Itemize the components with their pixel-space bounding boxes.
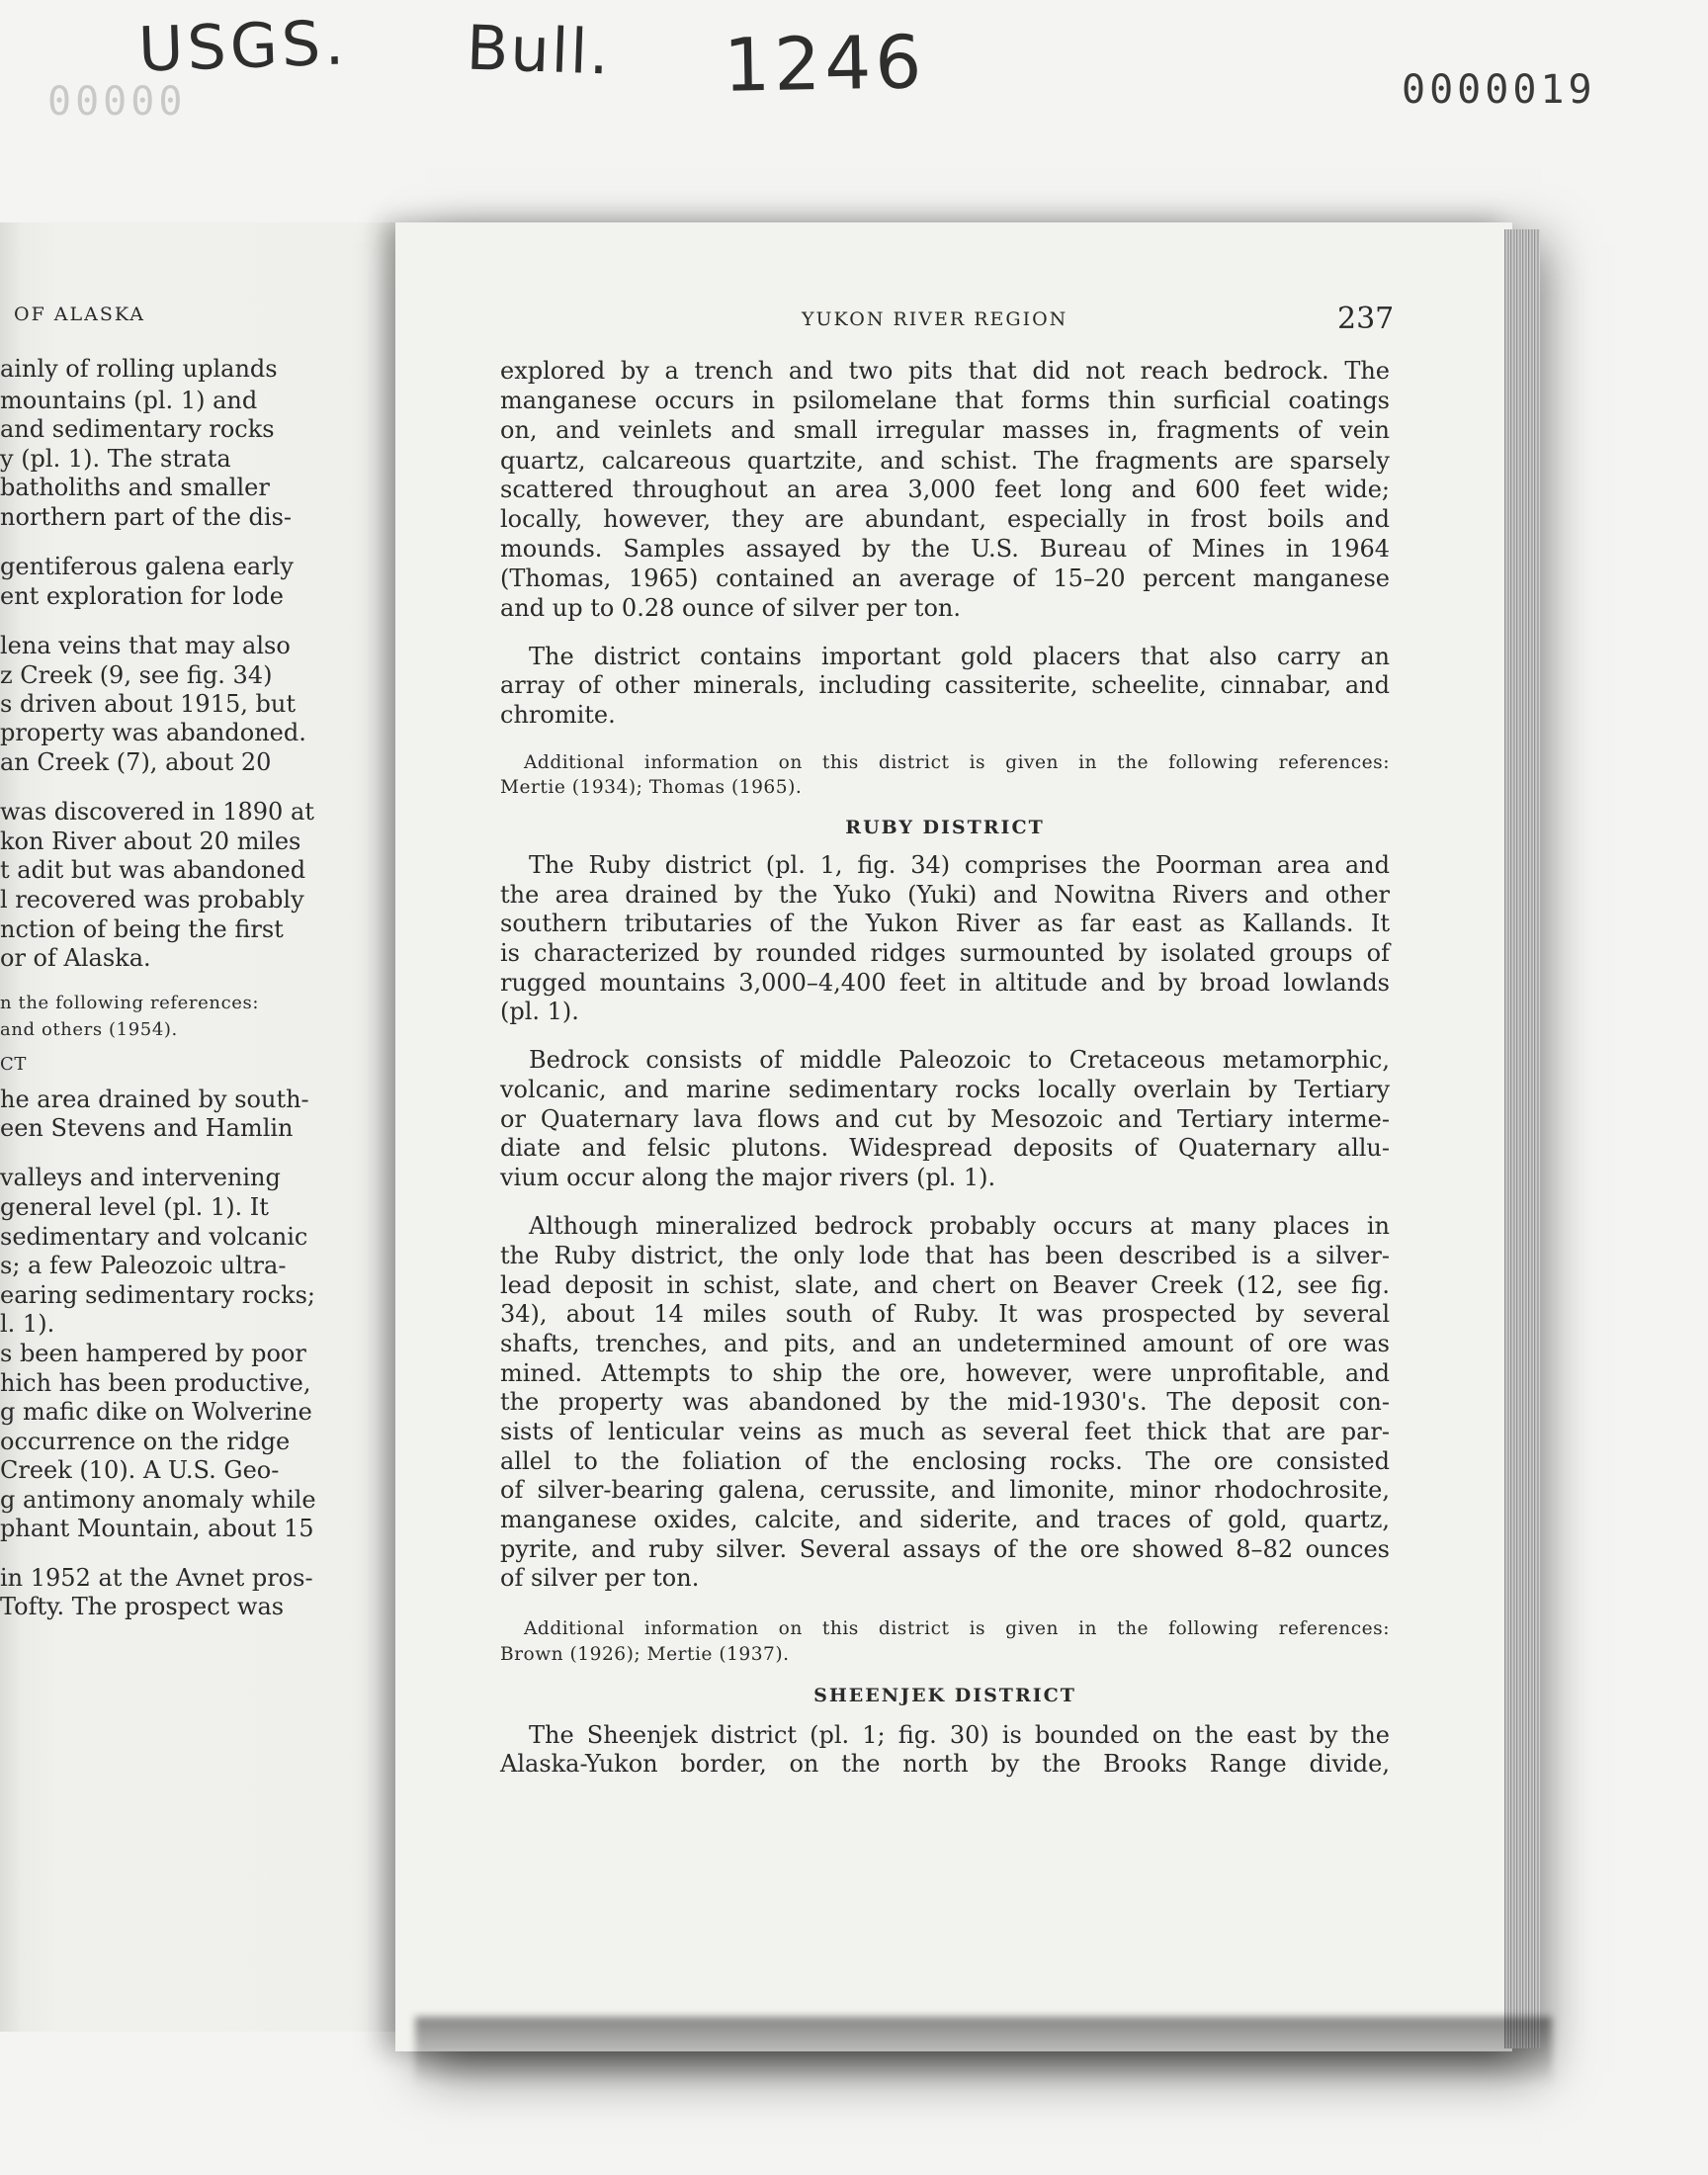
body-text-line: Bedrock consists of middle Paleozoic to Cretaceous metamorphic, [529, 1046, 1390, 1074]
body-text-line: the property was abandoned by the mid-1930's. The deposit con- [500, 1388, 1390, 1416]
body-text-line: the area drained by the Yuko (Yuki) and Nowitna Rivers and other [500, 881, 1390, 909]
left-text-line: t adit but was abandoned [0, 856, 306, 884]
body-text-line: scattered throughout an area 3,000 feet long and 600 feet wide; [500, 476, 1390, 503]
reference-line: Additional information on this district is given in the following references: [524, 1618, 1390, 1639]
left-text-line: l. 1). [0, 1310, 55, 1338]
left-page [0, 222, 425, 2032]
body-text-line: lead deposit in schist, slate, and chert on Beaver Creek (12, see fig. [500, 1271, 1390, 1299]
left-text-line: phant Mountain, about 15 [0, 1515, 314, 1542]
left-text-line: an Creek (7), about 20 [0, 748, 272, 776]
handwritten-usgs: USGS. [136, 6, 350, 86]
body-text-line: of silver per ton. [500, 1564, 700, 1592]
body-text-line: Although mineralized bedrock probably occurs at many places in [529, 1212, 1390, 1240]
body-text-line: or Quaternary lava flows and cut by Mesozoic and Tertiary interme- [500, 1105, 1390, 1133]
left-text-line: y (pl. 1). The strata [0, 445, 231, 473]
reference-line: Brown (1926); Mertie (1937). [500, 1644, 790, 1665]
left-text-line: in 1952 at the Avnet pros- [0, 1564, 313, 1592]
left-text-line: n the following references: [0, 993, 260, 1013]
left-text-line: g antimony anomaly while [0, 1486, 316, 1514]
left-text-line: ainly of rolling uplands [0, 355, 278, 383]
left-text-line: he area drained by south- [0, 1086, 309, 1113]
body-text-line: mined. Attempts to ship the ore, however, were unprofitable, and [500, 1359, 1390, 1387]
faint-stamp-number: 00000 [47, 79, 187, 125]
body-text-line: vium occur along the major rivers (pl. 1). [500, 1164, 996, 1191]
left-text-line: occurrence on the ridge [0, 1428, 291, 1455]
stamp-number: 0000019 [1402, 67, 1596, 113]
left-text-line: hich has been productive, [0, 1369, 311, 1397]
left-text-line: mountains (pl. 1) and [0, 387, 258, 414]
left-text-line: g mafic dike on Wolverine [0, 1398, 312, 1426]
left-text-line: general level (pl. 1). It [0, 1193, 269, 1221]
left-text-line: nction of being the first [0, 915, 284, 943]
body-text-line: shafts, trenches, and pits, and an undetermined amount of ore was [500, 1330, 1390, 1357]
reference-line: Mertie (1934); Thomas (1965). [500, 777, 803, 798]
body-text-line: quartz, calcareous quartzite, and schist. The fragments are sparsely [500, 447, 1390, 475]
body-text-line: The district contains important gold placers that also carry an [529, 643, 1390, 670]
left-text-line: was discovered in 1890 at [0, 798, 314, 826]
body-text-line: The Sheenjek district (pl. 1; fig. 30) is bounded on the east by the [529, 1721, 1390, 1749]
left-text-line: and others (1954). [0, 1019, 178, 1040]
left-text-line: s been hampered by poor [0, 1340, 306, 1367]
left-text-line: and sedimentary rocks [0, 415, 275, 443]
body-text-line: on, and veinlets and small irregular masses in, fragments of vein [500, 416, 1390, 444]
handwritten-bull: Bull. [465, 11, 613, 89]
section-heading: RUBY DISTRICT [845, 817, 1045, 838]
left-text-line: kon River about 20 miles [0, 827, 301, 855]
body-text-line: chromite. [500, 701, 616, 729]
body-text-line: and up to 0.28 ounce of silver per ton. [500, 594, 961, 622]
left-text-line: lena veins that may also [0, 632, 291, 659]
left-text-line: gentiferous galena early [0, 553, 294, 580]
body-text-line: rugged mountains 3,000–4,400 feet in altitude and by broad lowlands [500, 969, 1390, 997]
body-text-line: 34), about 14 miles south of Ruby. It was prospected by several [500, 1300, 1390, 1328]
left-text-line: s driven about 1915, but [0, 690, 296, 718]
body-text-line: The Ruby district (pl. 1, fig. 34) comprises the Poorman area and [529, 851, 1390, 879]
right-page [395, 222, 1512, 2051]
body-text-line: manganese oxides, calcite, and siderite, and traces of gold, quartz, [500, 1506, 1390, 1533]
left-text-line: Creek (10). A U.S. Geo- [0, 1456, 280, 1484]
body-text-line: manganese occurs in psilomelane that forms thin surficial coatings [500, 387, 1390, 414]
left-text-line: or of Alaska. [0, 944, 151, 972]
body-text-line: allel to the foliation of the enclosing rocks. The ore consisted [500, 1447, 1390, 1475]
left-text-line: z Creek (9, see fig. 34) [0, 661, 273, 689]
body-text-line: explored by a trench and two pits that did not reach bedrock. The [500, 357, 1390, 385]
body-text-line: volcanic, and marine sedimentary rocks locally overlain by Tertiary [500, 1076, 1390, 1103]
running-header: YUKON RIVER REGION [802, 308, 1068, 330]
body-text-line: southern tributaries of the Yukon River as far east as Kallands. It [500, 910, 1390, 937]
page-number: 237 [1337, 302, 1395, 336]
body-text-line: is characterized by rounded ridges surmounted by isolated groups of [500, 939, 1390, 967]
left-text-line: l recovered was probably [0, 886, 304, 914]
body-text-line: sists of lenticular veins as much as several feet thick that are par- [500, 1418, 1390, 1445]
book-page-edge [1504, 229, 1540, 2048]
reference-line: Additional information on this district is given in the following references: [524, 752, 1390, 773]
left-text-line: property was abandoned. [0, 719, 306, 746]
left-text-line: s; a few Paleozoic ultra- [0, 1252, 287, 1279]
body-text-line: Alaska-Yukon border, on the north by the Brooks Range divide, [500, 1750, 1390, 1778]
left-text-line: valleys and intervening [0, 1164, 281, 1191]
left-page-header: OF ALASKA [14, 304, 146, 325]
body-text-line: locally, however, they are abundant, especially in frost boils and [500, 505, 1390, 533]
section-heading: SHEENJEK DISTRICT [813, 1685, 1076, 1706]
body-text-line: (Thomas, 1965) contained an average of 15–20 percent manganese [500, 565, 1390, 592]
left-text-line: CT [0, 1054, 27, 1075]
body-text-line: array of other minerals, including cassiterite, scheelite, cinnabar, and [500, 671, 1390, 699]
body-text-line: of silver-bearing galena, cerussite, and limonite, minor rhodochrosite, [500, 1476, 1390, 1504]
left-text-line: een Stevens and Hamlin [0, 1114, 294, 1142]
left-text-line: Tofty. The prospect was [0, 1593, 285, 1620]
left-text-line: earing sedimentary rocks; [0, 1281, 316, 1309]
left-text-line: northern part of the dis- [0, 503, 293, 531]
body-text-line: diate and felsic plutons. Widespread deposits of Quaternary allu- [500, 1134, 1390, 1162]
left-text-line: ent exploration for lode [0, 582, 284, 610]
left-text-line: batholiths and smaller [0, 474, 270, 501]
body-text-line: mounds. Samples assayed by the U.S. Bureau of Mines in 1964 [500, 535, 1390, 563]
body-text-line: (pl. 1). [500, 998, 579, 1025]
handwritten-number: 1246 [723, 20, 927, 109]
left-text-line: sedimentary and volcanic [0, 1223, 308, 1251]
body-text-line: pyrite, and ruby silver. Several assays of the ore showed 8–82 ounces [500, 1535, 1390, 1563]
body-text-line: the Ruby district, the only lode that has been described is a silver- [500, 1242, 1390, 1269]
book-shadow [415, 2017, 1552, 2086]
